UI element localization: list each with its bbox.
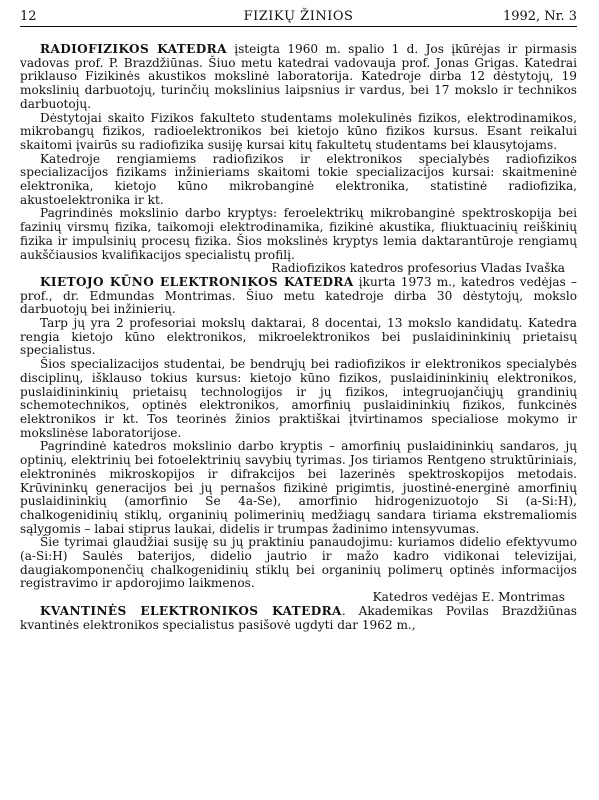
issue-number: 1992, Nr. 3 [502,9,577,24]
paragraph: Dėstytojai skaito Fizikos fakulteto studentams molekulinės fizikos, elektrodinamikos, mikrobangų fizikos, radioelektronikos bei kietojo kūno fizikos kursus. Esant reikalui skaitomi įvairūs su radiofizika susiję kursai kitų fakultetų studentams bei klausytojams. [20,110,577,152]
section-heading: KIETOJO KŪNO ELEKTRONIKOS KATEDRA [40,274,354,289]
journal-title: FIZIKŲ ŽINIOS [243,9,354,24]
paragraph-text: įsteigta 1960 m. spalio 1 d. Jos įkūrėjas ir pirmasis vadovas prof. P. Brazdžiūnas. Šiuo metu katedrai vadovauja prof. Jonas Grigas. Katedrai priklauso Fizikinės akustikos mokslinė laboratorija. Katedroje dirba 12 dėstytojų, 19 mokslinių darbuotojų, turinčių mokslinius laipsnius ir vardus, bei 17 mokslo ir technikos darbuotojų. [20,42,578,111]
section-heading: RADIOFIZIKOS KATEDRA [40,42,227,56]
page-number: 12 [20,9,37,24]
paragraph: Pagrindinės mokslinio darbo kryptys: feroelektrikų mikrobanginė spektroskopija bei fazinių virsmų fizika, taikomoji elektrodinamika, fizikinė akustika, fliuktuacinių reiškinių fizika ir impulsinių procesų fizika. Šios mokslinės kryptys lemia daktarantūroje rengiamų aukščiausios kvalifikacijos specialistų profilį. [20,206,577,262]
paragraph [20,43,577,112]
paragraph: Tarp jų yra 2 profesoriai mokslų daktarai, 8 docentai, 13 mokslo kandidatų. Katedra rengia kietojo kūno elektronikos, mikroelektronikos bei puslaidininkinių prietaisų specialistus. [20,316,577,358]
page-header [20,6,577,27]
paragraph-text: įkurta 1973 m., katedros vedėjas – prof., dr. Edmundas Montrimas. Šiuo metu katedroje dirba 30 dėstytojų, mokslo darbuotojų bei inžinierių. [20,274,577,317]
paragraph-text: . Akademikas Povilas Brazdžiūnas kvantinės elektronikos specialistus pasišovė ugdyti dar 1962 m., [20,603,577,632]
paragraph: Katedroje rengiamiems radiofizikos ir elektronikos specialybės radiofizikos specializacijos fizikams inžinieriams skaitomi tokie specializacijos kursai: skaitmeninė elektronika, kietojo kūno mikrobanginė elektronika, statistinė radiofizika, akustoelektronika ir kt. [20,151,577,207]
paragraph [20,605,577,632]
signature: Radiofizikos katedros profesorius Vladas Ivaška [271,261,565,276]
paragraph: Šios specializacijos studentai, be bendrųjų bei radiofizikos ir elektronikos specialybės disciplinų, išklauso tokius kursus: kietojo kūno fizikos, puslaidininkinių elektronikos, puslaidininkinių prietaisų technologijos ir jų fizikos, integruojančiųjų grandinių schemotechnikos, optinės elektronikos, amorfinių puslaidininkių fizikos, funkcinės elektronikos ir kt. Tos teorinės žinios praktiškai įtvirtinamos specialiose mokymo ir mokslinėse laboratorijose. [20,357,577,440]
paragraph: Šie tyrimai glaudžiai susiję su jų praktiniu panaudojimu: kuriamos didelio efektyvumo (a-Si:H) Saulės baterijos, didelio jautrio ir mažo kadro vidikonai televizijai, daugiakomponenčių chalkogenidinių stiklų bei organinių polimerų optinės informacijos registravimo ir apdorojimo laikmenos. [20,535,577,591]
article-body [20,43,577,632]
paragraph: Pagrindinė katedros mokslinio darbo kryptis – amorfinių puslaidininkių sandaros, jų optinių, elektrinių bei fotoelektrinių savybių tyrimas. Jos tiriamos Rentgeno struktūriniais, elektroninės mikroskopijos ir difrakcijos bei lazerinės spektroskopijos metodais. Krūvininkų generacijos bei jų pernašos fizikinė prigimtis, juostinė-energinė amorfinių puslaidininkių (amorfinio Se 4a-Se), amorfinio hidrogenizuotojo Si (a-Si:H), chalkogenidinių stiklų, organinių polimerinių medžiagų sandara tiriama ekstremaliomis sąlygomis – labai stiprus laukai, didelis ir trumpas žadinimo intensyvumas. [20,439,577,536]
paragraph [20,276,577,317]
section-heading: KVANTINĖS ELEKTRONIKOS KATEDRA [40,603,342,618]
signature: Katedros vedėjas E. Montrimas [372,590,565,605]
